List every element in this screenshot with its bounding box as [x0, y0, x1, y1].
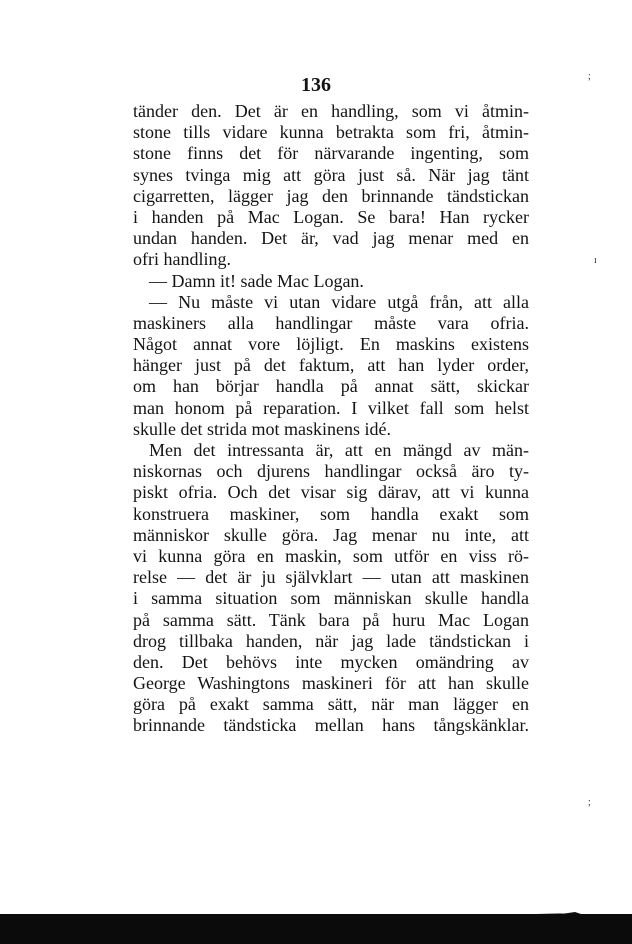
text-line: synes tvinga mig att göra just så. När jag tänt: [133, 164, 529, 185]
text-line: stone finns det för närvarande ingenting, som: [133, 143, 529, 164]
text-line: på samma sätt. Tänk bara på huru Mac Logan: [133, 609, 529, 630]
text-line: Något annat vore löjligt. En maskins existens: [133, 334, 529, 355]
text-line: göra på exakt samma sätt, när man lägger en: [133, 694, 529, 715]
text-line: skulle det strida mot maskinens idé.: [133, 418, 391, 439]
text-line: i samma situation som människan skulle handla: [133, 588, 529, 609]
margin-speck: ;: [588, 797, 591, 808]
text-line: George Washingtons maskineri för att han skulle: [133, 673, 529, 694]
text-line: undan handen. Det är, vad jag menar med en: [133, 228, 529, 249]
text-line: — Damn it! sade Mac Logan.: [149, 270, 364, 291]
text-line: man honom på reparation. I vilket fall som helst: [133, 397, 529, 418]
page-number: 136: [301, 74, 331, 96]
text-line: vi kunna göra en maskin, som utför en viss rö-: [133, 545, 529, 566]
text-line: människor skulle göra. Jag menar nu inte, att: [133, 524, 529, 545]
text-line: om han börjar handla på annat sätt, skickar: [133, 376, 529, 397]
text-line: cigarretten, lägger jag den brinnande tändstickan: [133, 185, 529, 206]
text-line: hänger just på det faktum, att han lyder order,: [133, 355, 529, 376]
text-line: piskt ofria. Och det visar sig därav, att vi kunna: [133, 482, 529, 503]
text-line: — Nu måste vi utan vidare utgå från, att alla: [149, 291, 529, 312]
margin-speck: ı: [594, 255, 597, 266]
text-line: relse — det är ju självklart — utan att maskinen: [133, 567, 529, 588]
text-line: maskiners alla handlingar måste vara ofria.: [133, 312, 529, 333]
text-line: drog tillbaka handen, när jag lade tändstickan i: [133, 630, 529, 651]
text-line: brinnande tändsticka mellan hans tångskänklar.: [133, 715, 529, 736]
text-line: Men det intressanta är, att en mängd av män-: [149, 440, 529, 460]
margin-speck: ;: [588, 71, 591, 82]
text-line: konstruera maskiner, som handla exakt som: [133, 503, 529, 524]
text-line: tänder den. Det är en handling, som vi åtmin-: [133, 101, 529, 121]
text-line: ofri handling.: [133, 249, 231, 270]
text-line: stone tills vidare kunna betrakta som fri, åtmin-: [133, 122, 529, 143]
text-line: i handen på Mac Logan. Se bara! Han rycker: [133, 206, 529, 227]
text-line: den. Det behövs inte mycken omändring av: [133, 651, 529, 672]
text-line: niskornas och djurens handlingar också äro ty-: [133, 461, 529, 482]
body-text: [133, 101, 529, 737]
scan-bottom-border: [0, 914, 632, 944]
